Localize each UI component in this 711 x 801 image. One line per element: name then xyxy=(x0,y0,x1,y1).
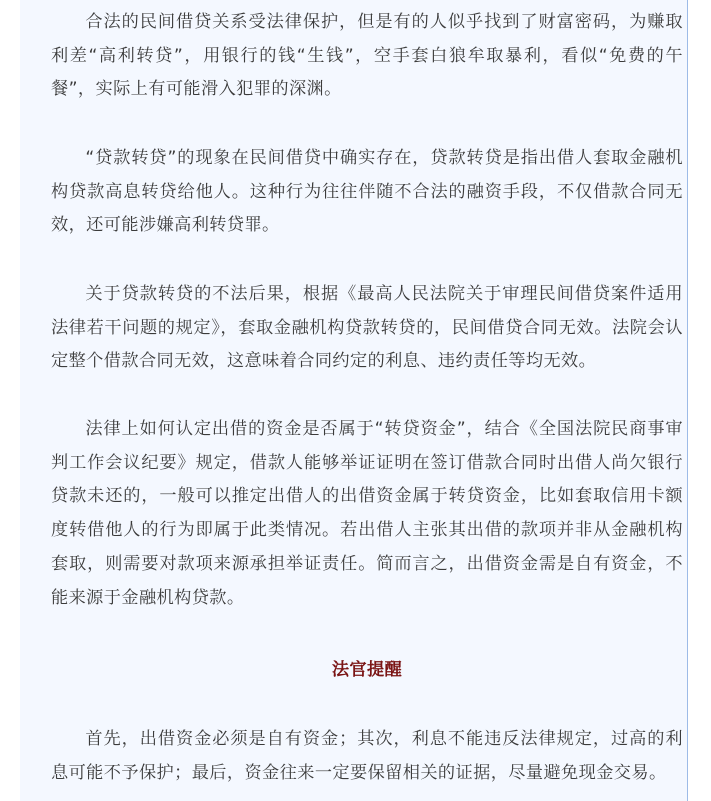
article-paragraph-4: 法律上如何认定出借的资金是否属于“转贷资金”，结合《全国法院民商事审判工作会议纪要》规定，借款人能够举证证明在签订借款合同时出借人尚欠银行贷款未还的，一般可以推定出借人的出借资金属于转贷资金，比如套取信用卡额度转借他人的行为即属于此类情况。若出借人主张其出借的款项并非从金融机构套取，则需要对款项来源承担举证责任。简而言之，出借资金需是自有资金，不能来源于金融机构贷款。 xyxy=(51,419,683,608)
section-heading: 法官提醒 xyxy=(331,660,403,680)
article-paragraph-2: “贷款转贷”的现象在民间借贷中确实存在，贷款转贷是指出借人套取金融机构贷款高息转贷给他人。这种行为往往伴随不合法的融资手段，不仅借款合同无效，还可能涉嫌高利转贷罪。 xyxy=(51,148,683,236)
article-paragraph-3: 关于贷款转贷的不法后果，根据《最高人民法院关于审理民间借贷案件适用法律若干问题的规定》，套取金融机构贷款转贷的，民间借贷合同无效。法院会认定整个借款合同无效，这意味着合同约定的利息、违约责任等均无效。 xyxy=(51,284,683,372)
article-paragraph-1: 合法的民间借贷关系受法律保护，但是有的人似乎找到了财富密码，为赚取利差“高利转贷”，用银行的钱“生钱”，空手套白狼牟取暴利，看似“免费的午餐”，实际上有可能滑入犯罪的深渊。 xyxy=(51,12,683,100)
article-paragraph-5: 首先，出借资金必须是自有资金；其次，利息不能违反法律规定，过高的利息可能不予保护；最后，资金往来一定要保留相关的证据，尽量避免现金交易。 xyxy=(51,729,683,783)
article-panel xyxy=(20,0,688,801)
